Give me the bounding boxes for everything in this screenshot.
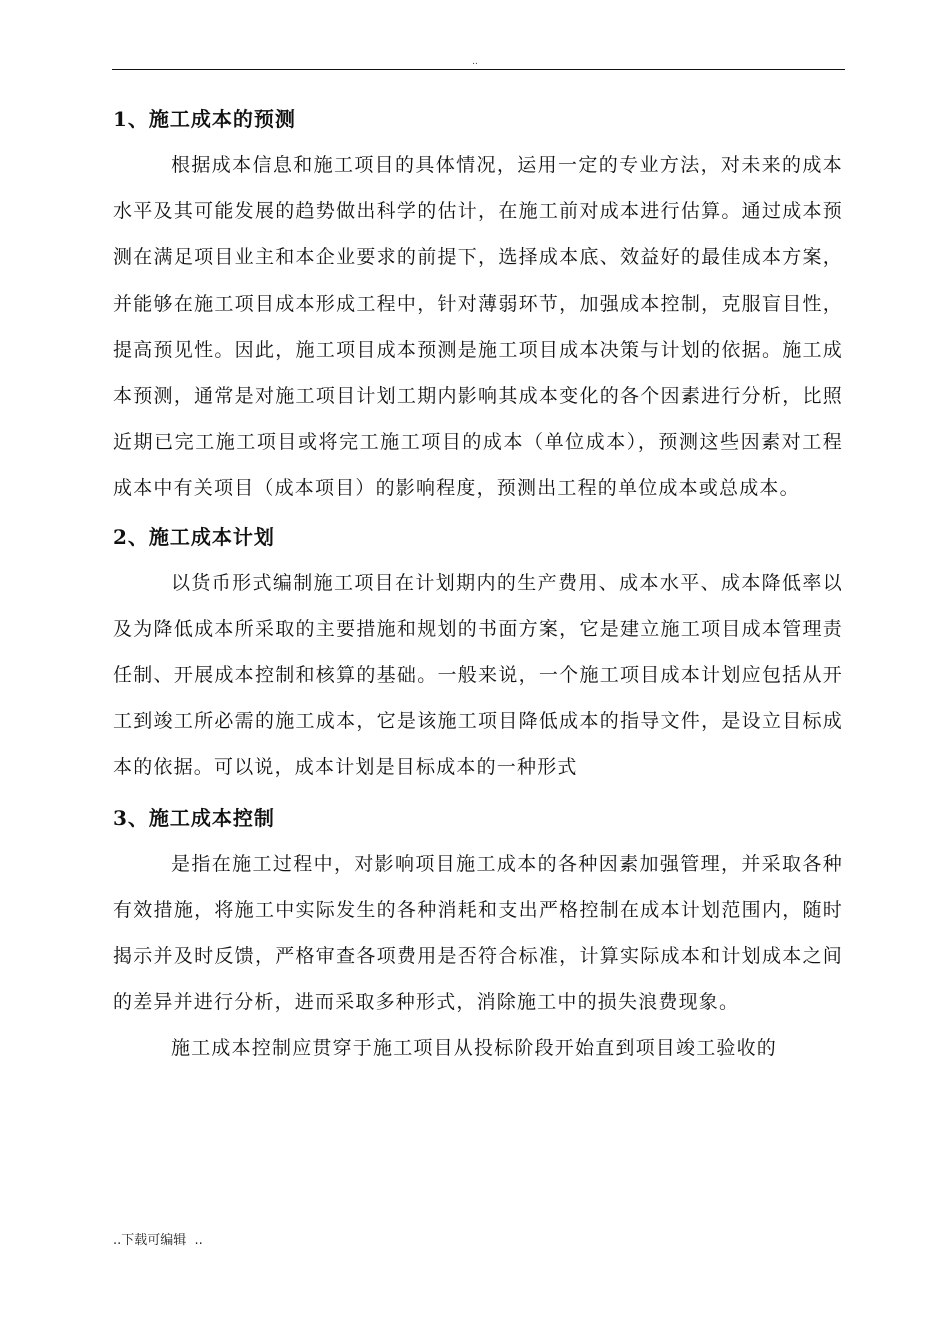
section-3-paragraph-1: 是指在施工过程中，对影响项目施工成本的各种因素加强管理，并采取各种有效措施，将施工中实际发生的各种消耗和支出严格控制在成本计划范围内，随时揭示并及时反馈，严格审查各项费用是否符合标准，计算实际成本和计划成本之间的差异并进行分析，进而采取多种形式，消除施工中的损失浪费现象。: [113, 852, 843, 1014]
section-3-title: 3、施工成本控制: [113, 805, 275, 830]
section-1-paragraph: 根据成本信息和施工项目的具体情况，运用一定的专业方法，对未来的成本水平及其可能发展的趋势做出科学的估计，在施工前对成本进行估算。通过成本预测在满足项目业主和本企业要求的前提下，选择成本底、效益好的最佳成本方案，并能够在施工项目成本形成工程中，针对薄弱环节，加强成本控制，克服盲目性，提高预见性。因此，施工项目成本预测是施工项目成本决策与计划的依据。施工成本预测，通常是对施工项目计划工期内影响其成本变化的各个因素进行分析，比照近期已完工施工项目或将完工施工项目的成本（单位成本），预测这些因素对工程成本中有关项目（成本项目）的影响程度，预测出工程的单位成本或总成本。: [113, 154, 843, 500]
section-3-paragraph-2: 施工成本控制应贯穿于施工项目从投标阶段开始直到项目竣工验收的: [171, 1037, 778, 1060]
document-body: [113, 96, 843, 1072]
header-dots: ..: [472, 57, 478, 67]
header-rule: [112, 69, 845, 70]
section-2-title: 2、施工成本计划: [113, 524, 275, 549]
section-1-title: 1、施工成本的预测: [113, 107, 296, 131]
footer-text: ..下载可编辑 ..: [113, 1233, 203, 1248]
section-2-paragraph: 以货币形式编制施工项目在计划期内的生产费用、成本水平、成本降低率以及为降低成本所采取的主要措施和规划的书面方案，它是建立施工项目成本管理责任制、开展成本控制和核算的基础。一般来说，一个施工项目成本计划应包括从开工到竣工所必需的施工成本，它是该施工项目降低成本的指导文件，是设立目标成本的依据。可以说，成本计划是目标成本的一种形式: [113, 571, 843, 779]
